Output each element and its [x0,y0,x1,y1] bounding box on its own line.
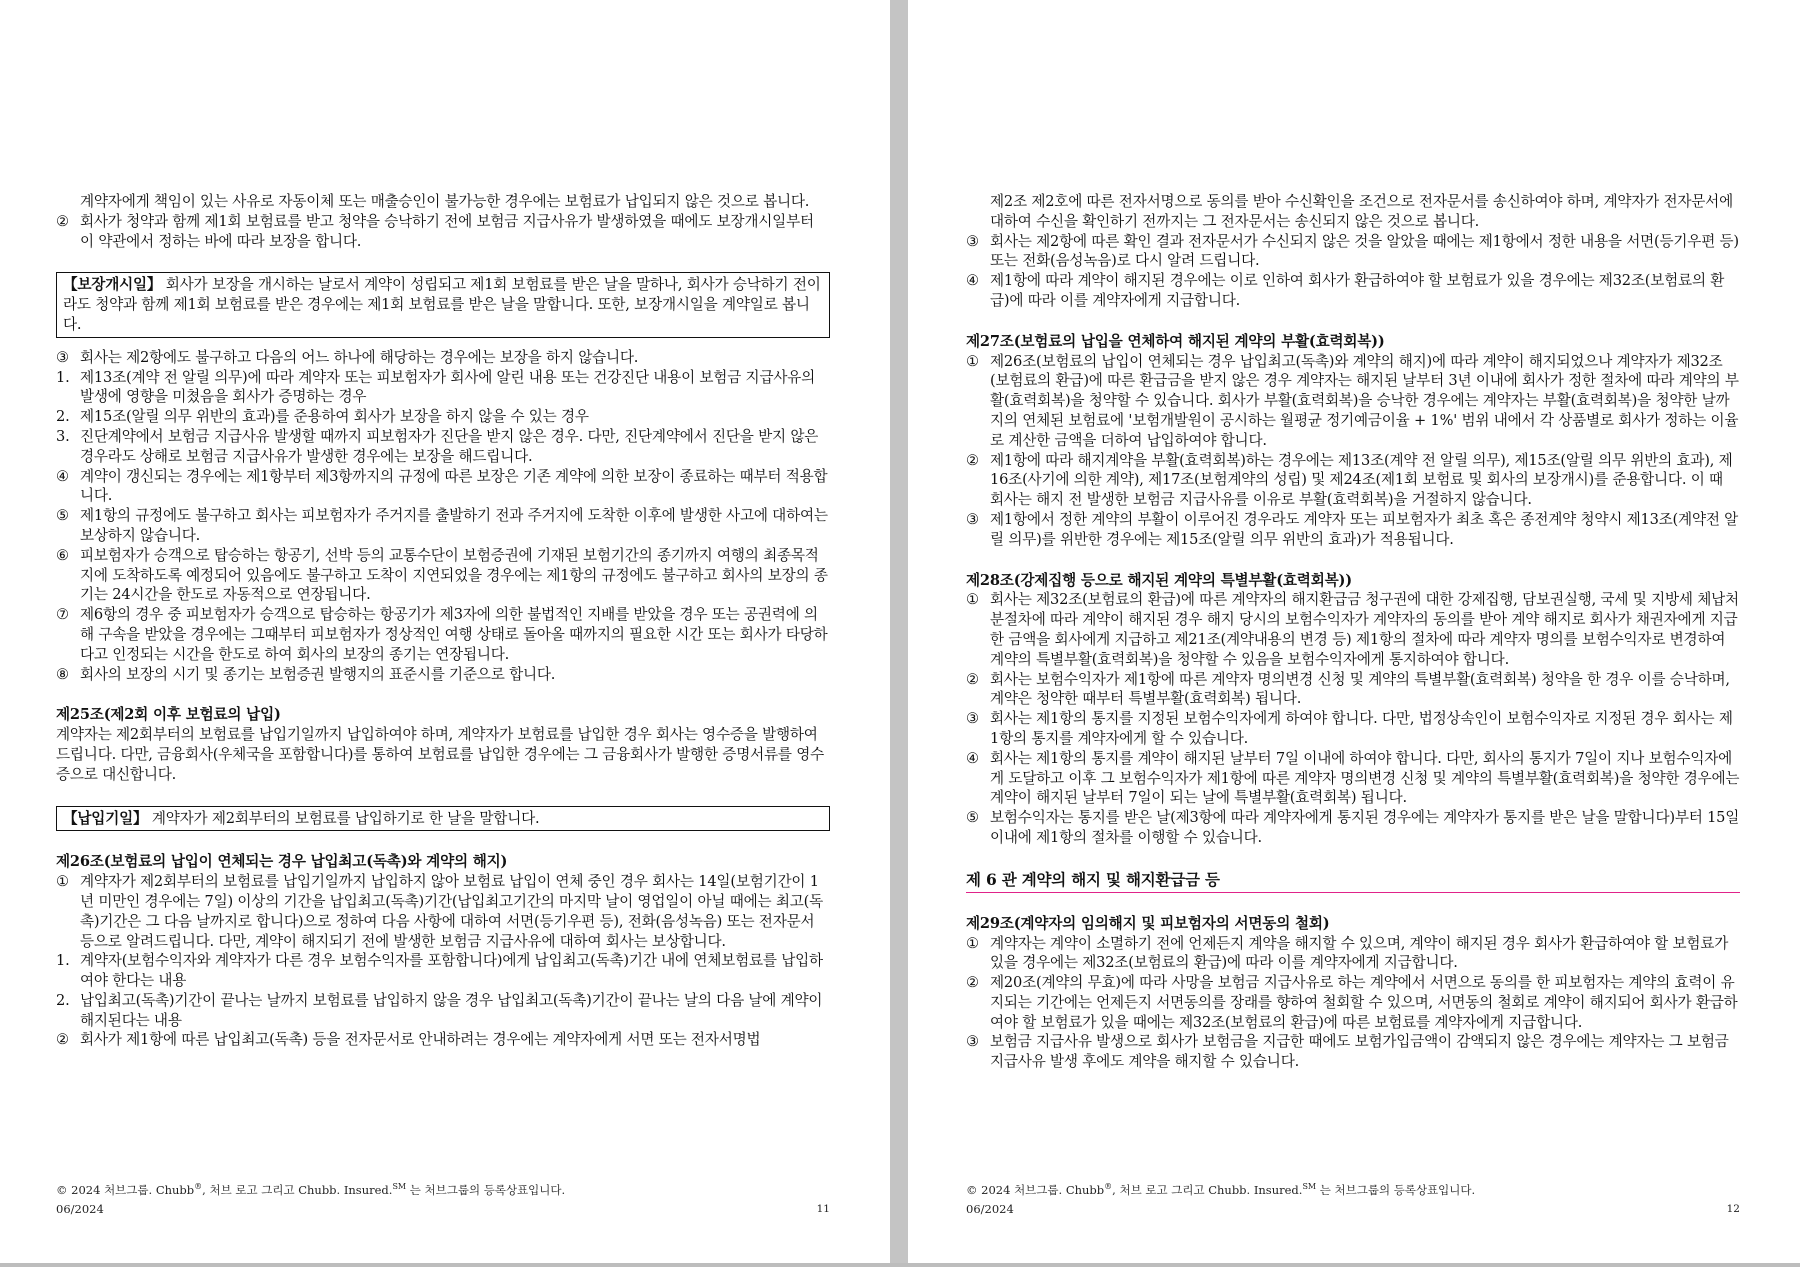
clause-item [966,232,1740,272]
clause-marker: ⑦ [56,606,69,624]
body-text: 계약자에게 책임이 있는 사유로 자동이체 또는 매출승인이 불가능한 경우에는 보험료가 납입되지 않은 것으로 봅니다. [80,193,810,210]
document-page-right [908,0,1800,1267]
footer-date: 06/2024 [966,1202,1014,1216]
clause-item [966,590,1740,669]
clause-text: 제1항에 따라 계약이 해지된 경우에는 이로 인하여 회사가 환급하여야 할 보험료가 있을 경우에는 제32조(보험료의 환급)에 따라 이를 계약자에게 지급합니다. [990,272,1725,309]
definition-term: 【납입기일】 [63,809,148,827]
clause-item [56,427,830,467]
spacer [56,785,830,806]
clause-text: 제15조(알릴 의무 위반의 효과)를 준용하여 회사가 보장을 하지 않을 수 있는 경우 [80,408,589,426]
article-heading: 제28조(강제집행 등으로 해지된 계약의 특별부활(효력회복)) [966,571,1352,589]
page-number: 12 [1726,1203,1740,1215]
clause-text: 회사는 제1항의 통지를 계약이 해지된 날부터 7일 이내에 하여야 합니다. 다만, 회사의 통지가 7일이 지나 보험수익자에게 도달하고 이후 그 보험수익자가 제1항에 따른 계약자 명의변경 신청 및 계약의 특별부활(효력회복)을 청약한 경우에는 계약이 해지된 날부터 7일이 되는 날에 특별부활(효력회복) 됩니다. [990,749,1740,807]
clause-marker: ④ [966,749,979,767]
clause-text: 회사는 보험수익자가 제1항에 따른 계약자 명의변경 신청 및 계약의 특별부활(효력회복) 청약을 한 경우 이를 승낙하며, 계약은 청약한 때부터 특별부활(효력회복) 됩니다. [990,670,1730,708]
clause-text: 회사는 제2항에 따른 확인 결과 전자문서가 수신되지 않은 것을 알았을 때에는 제1항에서 정한 내용을 서면(등기우편 등) 또는 전화(음성녹음)로 다시 알려 드립니다. [990,232,1739,270]
clause-text: 회사의 보장의 시기 및 종기는 보험증권 발행지의 표준시를 기준으로 합니다. [80,665,556,683]
article-heading: 제25조(제2회 이후 보험료의 납입) [56,706,281,724]
clause-text: 계약자(보험수익자와 계약자가 다른 경우 보험수익자를 포함합니다)에게 납입최고(독촉)기간 내에 연체보험료를 납입하여야 한다는 내용 [80,952,823,990]
clause-marker: ① [56,873,69,891]
clause-text: 제1항에 따라 해지계약을 부활(효력회복)하는 경우에는 제13조(계약 전 알릴 의무), 제15조(알릴 의무 위반의 효과), 제16조(사기에 의한 계약), 제17조(보험계약의 성립) 및 제24조(제1회 보험료 및 회사의 보장개시)를 준용합니다. 이 때 회사는 해지 전 발생한 보험금 지급사유를 이유로 부활(효력회복)을 거절하지 않습니다. [990,451,1733,509]
spacer [56,684,830,705]
clause-item [966,709,1740,749]
spacer [56,831,830,852]
clause-marker: 1. [56,368,70,386]
clause-item [56,467,830,507]
clause-item [56,506,830,546]
clause-item [966,510,1740,550]
clause-marker: 2. [56,408,70,426]
page-content [966,192,1740,1072]
clause-text: 계약자는 계약이 소멸하기 전에 언제든지 계약을 해지할 수 있으며, 계약이 해지된 경우 회사가 환급하여야 할 보험료가 있을 경우에는 제32조(보험료의 환급)에 따라 이를 계약자에게 지급합니다. [990,934,1729,972]
clause-text: 제20조(계약의 무효)에 따라 사망을 보험금 지급사유로 하는 계약에서 서면으로 동의를 한 피보험자는 계약의 효력이 유지되는 기간에는 언제든지 서면동의를 장래를 향하여 철회할 수 있으며, 서면동의 철회로 계약이 해지되어 회사가 환급하여야 할 보험료가 있을 때에는 제32조(보험료의 환급)에 따른 보험료를 계약자에게 지급합니다. [990,974,1738,1031]
clause-text: 제1항의 규정에도 불구하고 회사는 피보험자가 주거지를 출발하기 전과 주거지에 도착한 이후에 발생한 사고에 대하여는 보상하지 않습니다. [80,507,828,544]
clause-item [56,605,830,664]
clause-marker: 2. [56,991,70,1009]
clause-text: 회사는 제1항의 통지를 지정된 보험수익자에게 하여야 합니다. 다만, 법정상속인이 보험수익자로 지정된 경우 회사는 제1항의 통지를 계약자에게 할 수 있습니다. [990,710,1733,747]
clause-text: 계약자가 제2회부터의 보험료를 납입기일까지 납입하지 않아 보험료 납입이 연체 중인 경우 회사는 14일(보험기간이 1년 미만인 경우에는 7일) 이상의 기간을 납입최고(독촉)기간(납입최고기간의 마지막 날이 영업일이 아닐 때에는 최고(독촉)기간은 그 다음 날까지로 합니다)으로 정하여 다음 사항에 대하여 서면(등기우편 등), 전화(음성녹음) 또는 전자문서 등으로 알려드립니다. 다만, 계약이 해지되기 전에 발생한 보험금 지급사유에 대하여 회사는 보상합니다. [80,873,824,950]
clause-text: 제1항에서 정한 계약의 부활이 이루어진 경우라도 계약자 또는 피보험자가 최초 혹은 종전계약 청약시 제13조(계약전 알릴 의무)를 위반한 경우에는 제15조(알릴 의무 위반의 효과)가 적용됩니다. [990,510,1739,548]
clause-text: 계약이 갱신되는 경우에는 제1항부터 제3항까지의 규정에 따른 보장은 기존 계약에 의한 보장이 종료하는 때부터 적용합니다. [80,467,828,505]
body-text: 계약자는 제2회부터의 보험료를 납입기일까지 납입하여야 하며, 계약자가 보험료를 납입한 경우 회사는 영수증을 발행하여 드립니다. 다만, 금융회사(우체국을 포함합니다)를 통하여 보험료를 납입한 경우에는 그 금융회사가 발행한 증명서류를 영수증으로 대신합니다. [56,726,825,783]
clause-marker: ③ [966,232,979,250]
clause-marker: ① [966,352,979,370]
clause-text: 제6항의 경우 중 피보험자가 승객으로 탑승하는 항공기가 제3자에 의한 불법적인 지배를 받았을 경우 또는 공권력에 의해 구속을 받았을 경우에는 그때부터 피보험자가 정상적인 여행 상태로 돌아올 때까지의 필요한 시간 또는 회사가 타당하다고 인정되는 시간을 한도로 하여 회사의 보장의 종기는 연장됩니다. [80,606,828,663]
clause-text: 회사가 제1항에 따른 납입최고(독촉) 등을 전자문서로 안내하려는 경우에는 계약자에게 서면 또는 전자서명법 [80,1031,761,1049]
definition-text: 회사가 보장을 개시하는 날로서 계약이 성립되고 제1회 보험료를 받은 날을 말하나, 회사가 승낙하기 전이라도 청약과 함께 제1회 보험료를 받은 경우에는 제1회 보험료를 받은 날을 말합니다. 또한, 보장개시일을 계약일로 봅니다. [63,276,821,333]
clause-text: 회사는 제32조(보험료의 환급)에 따른 계약자의 해지환급금 청구권에 대한 강제집행, 담보권실행, 국세 및 지방세 체납처분절차에 따라 계약이 해지된 경우 해지 당시의 보험수익자가 계약자의 동의를 받아 계약 해지로 회사가 채권자에게 지급한 금액을 회사에게 지급하고 제21조(계약내용의 변경 등) 제1항의 절차에 따라 계약자 명의를 보험수익자로 변경하여 계약의 특별부활(효력회복)을 청약할 수 있음을 보험수익자에게 통지하여야 합니다. [990,591,1739,668]
clause-text: 피보험자가 승객으로 탑승하는 항공기, 선박 등의 교통수단이 보험증권에 기재된 보험기간의 종기까지 여행의 최종목적지에 도착하도록 예정되어 있음에도 불구하고 도착이 지연되었을 경우에는 제1항의 규정에도 불구하고 회사의 보장의 종기는 24시간을 한도로 자동적으로 연장됩니다. [80,546,828,604]
clause-marker: ② [966,451,979,469]
clause-marker: ③ [966,710,979,728]
spacer [966,550,1740,571]
clause-item [56,991,830,1031]
clause-item [966,271,1740,311]
article-heading: 제27조(보험료의 납입을 연체하여 해지된 계약의 부활(효력회복)) [966,332,1385,350]
clause-text: 회사는 제2항에도 불구하고 다음의 어느 하나에 해당하는 경우에는 보장을 하지 않습니다. [80,348,639,366]
clause-marker: ⑥ [56,546,69,564]
clause-item [966,451,1740,510]
clause-text: 납입최고(독촉)기간이 끝나는 날까지 보험료를 납입하지 않을 경우 납입최고(독촉)기간이 끝나는 날의 다음 날에 계약이 해지된다는 내용 [80,991,823,1029]
clause-marker: ② [966,670,979,688]
clause-marker: ③ [966,1033,979,1051]
clause-item [966,934,1740,974]
clause-item [56,1030,830,1050]
page-footer [966,1177,1740,1219]
clause-marker: ① [966,934,979,952]
clause-marker: 3. [56,427,70,445]
spacer [966,848,1740,869]
clause-text: 제13조(계약 전 알릴 의무)에 따라 계약자 또는 피보험자가 회사에 알린 내용 또는 건강진단 내용이 보험금 지급사유의 발생에 영향을 미쳤음을 회사가 증명하는 경우 [80,368,816,406]
article-heading: 제29조(계약자의 임의해지 및 피보험자의 서면동의 철회) [966,914,1330,932]
spacer [966,893,1740,914]
spacer [56,338,830,348]
clause-item [966,1032,1740,1072]
clause-item [966,670,1740,710]
definition-box [56,272,830,337]
clause-item [56,546,830,605]
clause-item [56,872,830,951]
clause-marker: ③ [966,510,979,528]
clause-item [56,348,830,368]
viewer-bottom-edge [0,1263,1800,1267]
clause-item [56,212,830,252]
clause-item [966,973,1740,1032]
chapter-heading: 제 6 관 계약의 해지 및 해지환급금 등 [966,869,1740,893]
clause-item [966,808,1740,848]
clause-marker: ⑤ [56,507,69,525]
copyright-line: © 2024 처브그룹. Chubb®, 처브 로고 그리고 Chubb. Insured.℠ 는 처브그룹의 등록상표입니다. [56,1182,566,1197]
clause-marker: ⑤ [966,809,979,827]
spacer [966,311,1740,332]
article-heading: 제26조(보험료의 납입이 연체되는 경우 납입최고(독촉)와 계약의 해지) [56,853,508,871]
copyright-line: © 2024 처브그룹. Chubb®, 처브 로고 그리고 Chubb. Insured.℠ 는 처브그룹의 등록상표입니다. [966,1182,1476,1197]
page-content [56,192,830,1050]
clause-text: 보험금 지급사유 발생으로 회사가 보험금을 지급한 때에도 보험가입금액이 감액되지 않은 경우에는 계약자는 그 보험금 지급사유 발생 후에도 계약을 해지할 수 있습니다. [990,1033,1729,1071]
clause-marker: ④ [966,272,979,290]
body-text: 제2조 제2호에 따른 전자서명으로 동의를 받아 수신확인을 조건으로 전자문서를 송신하여야 하며, 계약자가 전자문서에 대하여 수신을 확인하기 전까지는 그 전자문서는 송신되지 않은 것으로 봅니다. [990,193,1733,230]
clause-item [56,951,830,991]
definition-text: 계약자가 제2회부터의 보험료를 납입하기로 한 날을 말합니다. [147,809,540,827]
clause-marker: ② [56,1031,69,1049]
definition-box [56,806,830,832]
clause-marker: ② [966,974,979,992]
clause-marker: ⑧ [56,665,69,683]
clause-marker: 1. [56,952,70,970]
page-number: 11 [816,1203,830,1215]
page-footer [56,1177,830,1219]
page-gutter [890,0,908,1267]
clause-item [56,665,830,685]
clause-marker: ④ [56,467,69,485]
clause-item [56,368,830,408]
clause-text: 회사가 청약과 함께 제1회 보험료를 받고 청약을 승낙하기 전에 보험금 지급사유가 발생하였을 때에도 보장개시일부터 이 약관에서 정하는 바에 따라 보장을 합니다. [80,212,814,250]
document-page-left [0,0,890,1267]
definition-term: 【보장개시일】 [63,276,162,294]
clause-text: 제26조(보험료의 납입이 연체되는 경우 납입최고(독촉)와 계약의 해지)에 따라 계약이 해지되었으나 계약자가 제32조(보험료의 환급)에 따른 환급금을 받지 않은 경우 계약자는 해지된 날부터 3년 이내에 회사가 정한 절차에 따라 계약의 부활(효력회복)을 청약할 수 있습니다. 회사가 부활(효력회복)을 승낙한 경우에는 계약자는 부활(효력회복)을 청약한 날까지의 연체된 보험료에 '보험개발원이 공시하는 월평균 정기예금이율 + 1%' 범위 내에서 각 상품별로 회사가 정하는 이율로 계산한 금액을 더하여 납입하여야 합니다. [990,352,1739,449]
clause-item [56,407,830,427]
clause-item [966,352,1740,451]
clause-text: 보험수익자는 통지를 받은 날(제3항에 따라 계약자에게 통지된 경우에는 계약자가 통지를 받은 날을 말합니다)부터 15일 이내에 제1항의 절차를 이행할 수 있습니다. [990,809,1740,846]
clause-marker: ② [56,212,69,230]
clause-marker: ③ [56,348,69,366]
spacer [56,251,830,272]
footer-date: 06/2024 [56,1202,104,1216]
clause-item [966,749,1740,808]
clause-marker: ① [966,591,979,609]
clause-text: 진단계약에서 보험금 지급사유 발생할 때까지 피보험자가 진단을 받지 않은 경우. 다만, 진단계약에서 진단을 받지 않은 경우라도 상해로 보험금 지급사유가 발생한 경우에는 보장을 해드립니다. [80,427,819,465]
